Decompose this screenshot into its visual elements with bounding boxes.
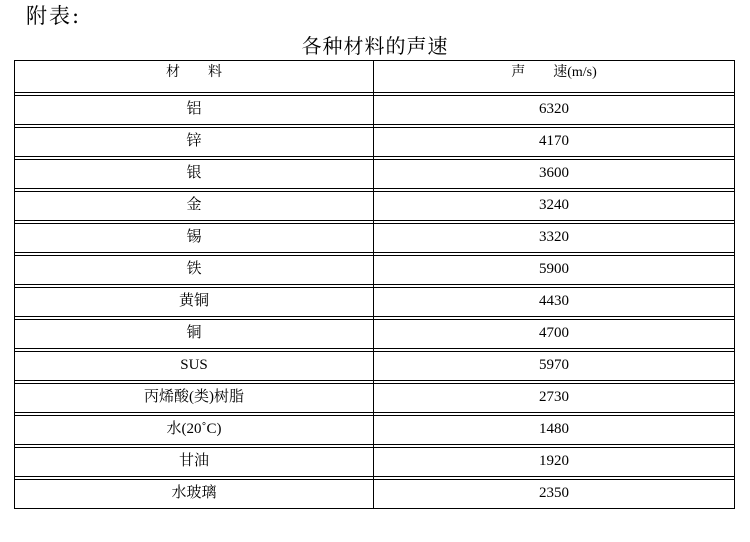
- material-cell: 水玻璃: [15, 477, 374, 509]
- material-cell: 铜: [15, 317, 374, 349]
- table-row: [15, 253, 735, 285]
- sound-speed-cell: 4170: [374, 125, 735, 157]
- material-cell: 铁: [15, 253, 374, 285]
- material-cell: SUS: [15, 349, 374, 381]
- table-row: [15, 413, 735, 445]
- table-row: [15, 157, 735, 189]
- sound-speed-cell: 5970: [374, 349, 735, 381]
- table-header-row: [15, 61, 735, 93]
- material-cell: 锡: [15, 221, 374, 253]
- table-row: [15, 93, 735, 125]
- sound-speed-cell: 2350: [374, 477, 735, 509]
- table-caption: 各种材料的声速: [301, 34, 449, 58]
- material-cell: 丙烯酸(类)树脂: [15, 381, 374, 413]
- material-cell: 甘油: [15, 445, 374, 477]
- sound-speed-table: [14, 60, 735, 509]
- sound-speed-cell: 3240: [374, 189, 735, 221]
- material-cell: 锌: [15, 125, 374, 157]
- table-row: [15, 317, 735, 349]
- material-cell: 金: [15, 189, 374, 221]
- material-cell: 铝: [15, 93, 374, 125]
- sound-speed-cell: 1480: [374, 413, 735, 445]
- table-body: [15, 93, 735, 509]
- sound-speed-cell: 1920: [374, 445, 735, 477]
- table-row: [15, 349, 735, 381]
- sound-speed-cell: 4430: [374, 285, 735, 317]
- sound-speed-cell: 2730: [374, 381, 735, 413]
- table-row: [15, 189, 735, 221]
- material-cell: 银: [15, 157, 374, 189]
- sound-speed-cell: 4700: [374, 317, 735, 349]
- table-row: [15, 221, 735, 253]
- table-row: [15, 125, 735, 157]
- sound-speed-cell: 6320: [374, 93, 735, 125]
- table-row: [15, 285, 735, 317]
- table-row: [15, 477, 735, 509]
- sound-speed-cell: 3320: [374, 221, 735, 253]
- material-cell: 黄铜: [15, 285, 374, 317]
- table-row: [15, 381, 735, 413]
- table-row: [15, 445, 735, 477]
- column-header-material: 材 料: [15, 61, 374, 93]
- column-header-sound-speed: 声 速(m/s): [374, 61, 735, 93]
- material-cell: 水(20˚C): [15, 413, 374, 445]
- sound-speed-cell: 5900: [374, 253, 735, 285]
- sound-speed-cell: 3600: [374, 157, 735, 189]
- appendix-heading: 附表:: [26, 4, 82, 28]
